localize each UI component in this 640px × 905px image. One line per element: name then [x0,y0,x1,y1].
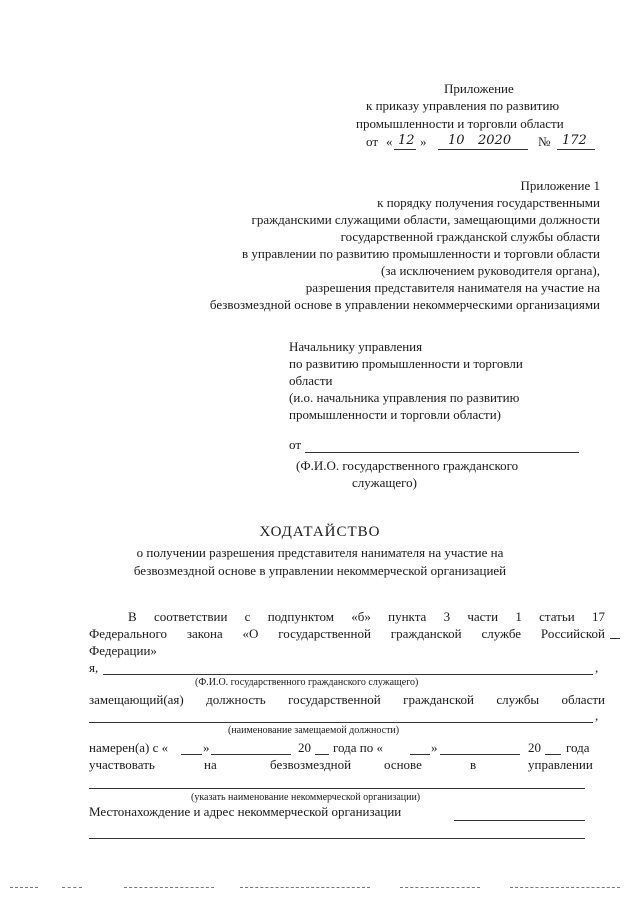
appendix-order-title: Приложение [444,81,514,96]
scan-artifact-line [510,887,620,888]
to-day-field[interactable] [410,754,430,755]
order-date-day: 12 [398,133,415,148]
participate-word: основе [384,757,422,772]
order-date-underline [438,149,528,150]
from-month-field[interactable] [211,754,291,755]
appendix-procedure-line: (за исключением руководителя органа), [380,263,600,278]
scan-artifact-line [240,887,370,888]
intend-to-century: 20 [528,740,541,755]
appendix-procedure-line: к порядку получения государственными [377,195,600,210]
addressee-line: Начальнику управления [289,339,423,354]
from-label: от [289,437,302,452]
from-year-field[interactable] [315,754,329,755]
from-day-field[interactable] [181,754,202,755]
intend-from-label: намерен(а) с « [89,740,169,755]
petition-subtitle-line1: о получении разрешения представителя нанимателя на участие на [136,545,504,560]
appendix-order-line1: к приказу управления по развитию [366,98,560,113]
order-date-prefix: от [366,134,379,149]
addressee-line: по развитию промышленности и торговли [289,356,523,371]
order-date-close-quote: » [420,134,427,149]
to-year-field[interactable] [545,754,561,755]
location-field-2[interactable] [89,838,585,839]
intend-to-close: » [431,740,438,755]
petition-title: ХОДАТАЙСТВО [259,524,381,540]
scan-artifact-line [10,887,38,888]
body-para-line1: В соответствии с подпунктом «б» пункта 3 части 1 статьи 17 [128,609,605,624]
participate-word: управлении [528,757,593,772]
appendix-procedure-line: гражданскими служащими области, замещающими должности [251,212,600,227]
appendix-procedure-line: разрешения представителя нанимателя на участие на [305,280,600,295]
from-fio-field[interactable] [305,452,579,453]
order-number-value: 172 [562,133,587,148]
petition-subtitle-line2: безвозмездной основе в управлении некоммерческой организацией [133,563,507,578]
participate-word: участвовать [89,757,155,772]
ya-end-comma: , [595,660,599,675]
order-date-open-quote: « [386,134,393,149]
appendix-procedure-title: Приложение 1 [520,178,600,193]
addressee-line: (и.о. начальника управления по развитию [289,390,520,405]
org-name-field[interactable] [89,788,585,789]
hint-position: (наименование замещаемой должности) [228,725,400,736]
order-number-sign: № [538,134,551,149]
intend-to-label: года по « [333,740,383,755]
body-para-line3: Федерации» [89,643,157,658]
appendix-procedure-line: безвозмездной основе в управлении некоммерческими организациями [209,297,600,312]
participate-word: в [470,757,477,772]
body-para-line2: Федерального закона «О государственной гражданской службе Российской [89,626,605,641]
location-label: Местонахождение и адрес некоммерческой организации [89,804,402,819]
position-field[interactable] [89,722,593,723]
participate-word: безвозмездной [270,757,352,772]
intend-year-word: года [566,740,590,755]
order-date-month: 10 [448,133,465,148]
position-end-comma: , [595,708,599,723]
addressee-line: промышленности и торговли области) [289,407,502,422]
scan-artifact-line [400,887,480,888]
addressee-line: области [289,373,333,388]
participate-word: на [204,757,217,772]
from-hint-line2: служащего) [352,475,417,490]
intend-from-close: » [203,740,210,755]
intend-from-century: 20 [298,740,311,755]
appendix-order-line2: промышленности и торговли области [356,116,564,131]
order-day-underline [394,149,416,150]
appendix-procedure-line: государственной гражданской службы области [340,229,600,244]
order-date-year: 2020 [478,133,512,148]
scan-artifact-line [124,887,214,888]
order-number-underline [557,149,595,150]
position-line: замещающий(ая) должность государственной гражданской службы области [89,692,605,707]
to-month-field[interactable] [440,754,520,755]
location-field[interactable] [454,820,585,821]
hint-fio: (Ф.И.О. государственного гражданского служащего) [195,677,419,688]
from-hint-line1: (Ф.И.О. государственного гражданского [296,458,519,473]
hint-org: (указать наименование некоммерческой организации) [191,792,421,803]
ya-label: я, [89,660,99,675]
appendix-procedure-line: в управлении по развитию промышленности и торговли области [242,246,600,261]
fio-field[interactable] [103,674,593,675]
scan-artifact-line [62,887,82,888]
margin-mark [610,638,620,639]
